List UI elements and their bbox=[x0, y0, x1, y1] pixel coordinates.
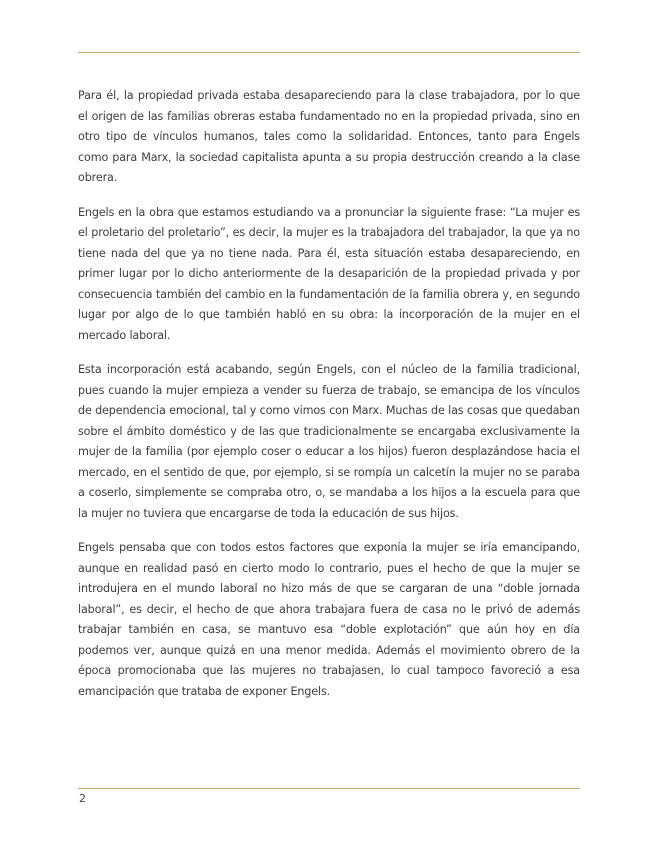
header-rule bbox=[78, 52, 580, 53]
paragraph: Engels pensaba que con todos estos factores que exponía la mujer se iría emancipando, aunque en realidad pasó en cierto modo lo contrario, pues el hecho de que la mujer se introdujera en el mundo laboral no hizo más de que se cargaran de una “doble jornada laboral”, es decir, el hecho de que ahora trabajara fuera de casa no le privó de además trabajar también en casa, se mantuvo esa “doble explotación” que aún hoy en día podemos ver, aunque quizá en una menor medida. Además el movimiento obrero de la época promocionaba que las mujeres no trabajasen, lo cual tampoco favoreció a esa emancipación que trataba de exponer Engels. bbox=[78, 541, 580, 698]
document-body bbox=[78, 86, 580, 716]
paragraph: Para él, la propiedad privada estaba desapareciendo para la clase trabajadora, por lo que el origen de las familias obreras estaba fundamentado no en la propiedad privada, sino en otro tipo de vínculos humanos, tales como la solidaridad. Entonces, tanto para Engels como para Marx, la sociedad capitalista apunta a su propia destrucción creando a la clase obrera. bbox=[78, 89, 580, 184]
footer-rule bbox=[78, 788, 580, 789]
page-number: 2 bbox=[79, 792, 86, 805]
paragraph: Esta incorporación está acabando, según Engels, con el núcleo de la familia tradicional, pues cuando la mujer empieza a vender su fuerza de trabajo, se emancipa de los vínculos de dependencia emocional, tal y como vimos con Marx. Muchas de las cosas que quedaban sobre el ámbito doméstico y de las que tradicionalmente se encargaba exclusivamente la mujer de la familia (por ejemplo coser o educar a los hijos) fueron desplazándose hacia el mercado, en el sentido de que, por ejemplo, si se rompía un calcetín la mujer no se paraba a coserlo, simplemente se compraba otro, o, se mandaba a los hijos a la escuela para que la mujer no tuviera que encargarse de toda la educación de sus hijos. bbox=[78, 363, 580, 520]
paragraph: Engels en la obra que estamos estudiando va a pronunciar la siguiente frase: “La mujer es el proletario del proletario”, es decir, la mujer es la trabajadora del trabajador, la que ya no tiene nada del que ya no tiene nada. Para él, esta situación estaba desapareciendo, en primer lugar por lo dicho anteriormente de la desaparición de la propiedad privada y por consecuencia también del cambio en la fundamentación de la familia obrera y, en segundo lugar por algo de lo que también habló en su obra: la incorporación de la mujer en el mercado laboral. bbox=[78, 205, 580, 342]
